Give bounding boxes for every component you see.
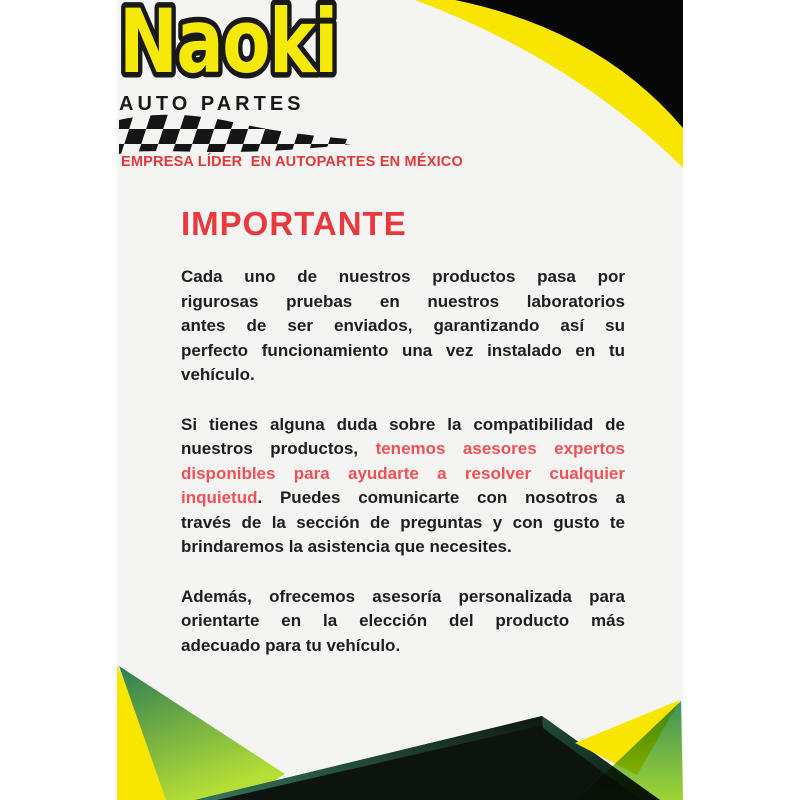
paragraph-2 [181,413,625,560]
text-line: antes de ser enviados, garantizando así su [181,316,625,335]
poster-design-area [117,0,683,800]
text-line: través de la sección de preguntas y con gusto te [181,512,625,532]
page-title: IMPORTANTE [181,205,407,242]
paragraph-1 [181,265,625,388]
text-line: vehículo. [181,365,255,384]
text-line: orientarte en la elección del producto más [181,611,625,630]
checkered-flag-icon [117,114,363,158]
text-line: adecuado para tu vehículo. [181,635,401,655]
brand-tagline: EMPRESA LÍDER EN AUTOPARTES EN MÉXICO [121,154,463,170]
text-segment: nuestros productos, [181,439,376,458]
highlighted-text: tenemos asesores expertos [375,439,625,458]
highlighted-text: disponibles para ayudarte a resolver cualquier [181,463,625,483]
brand-logo [113,0,373,96]
main-content [181,203,625,683]
text-line [181,486,625,511]
highlighted-text: inquietud [181,488,258,507]
paragraph-3 [181,585,625,659]
top-right-corner-accent [400,0,683,180]
text-line: rigurosas pruebas en nuestros laboratorios [181,291,625,311]
bottom-decoration [117,650,683,800]
text-segment: . Puedes comunicarte con nosotros a [257,488,625,507]
text-line: Además, ofrecemos asesoría personalizada para [181,586,625,606]
text-line: Si tienes alguna duda sobre la compatibilidad de [181,414,625,434]
text-line [181,437,625,462]
text-line: perfecto funcionamiento una vez instalado en tu [181,340,625,360]
text-line: Cada uno de nuestros productos pasa por [181,267,625,286]
brand-logo-text: Naoki [119,0,337,93]
brand-subtitle: AUTO PARTES [119,93,305,115]
text-line: brindaremos la asistencia que necesites. [181,537,512,556]
